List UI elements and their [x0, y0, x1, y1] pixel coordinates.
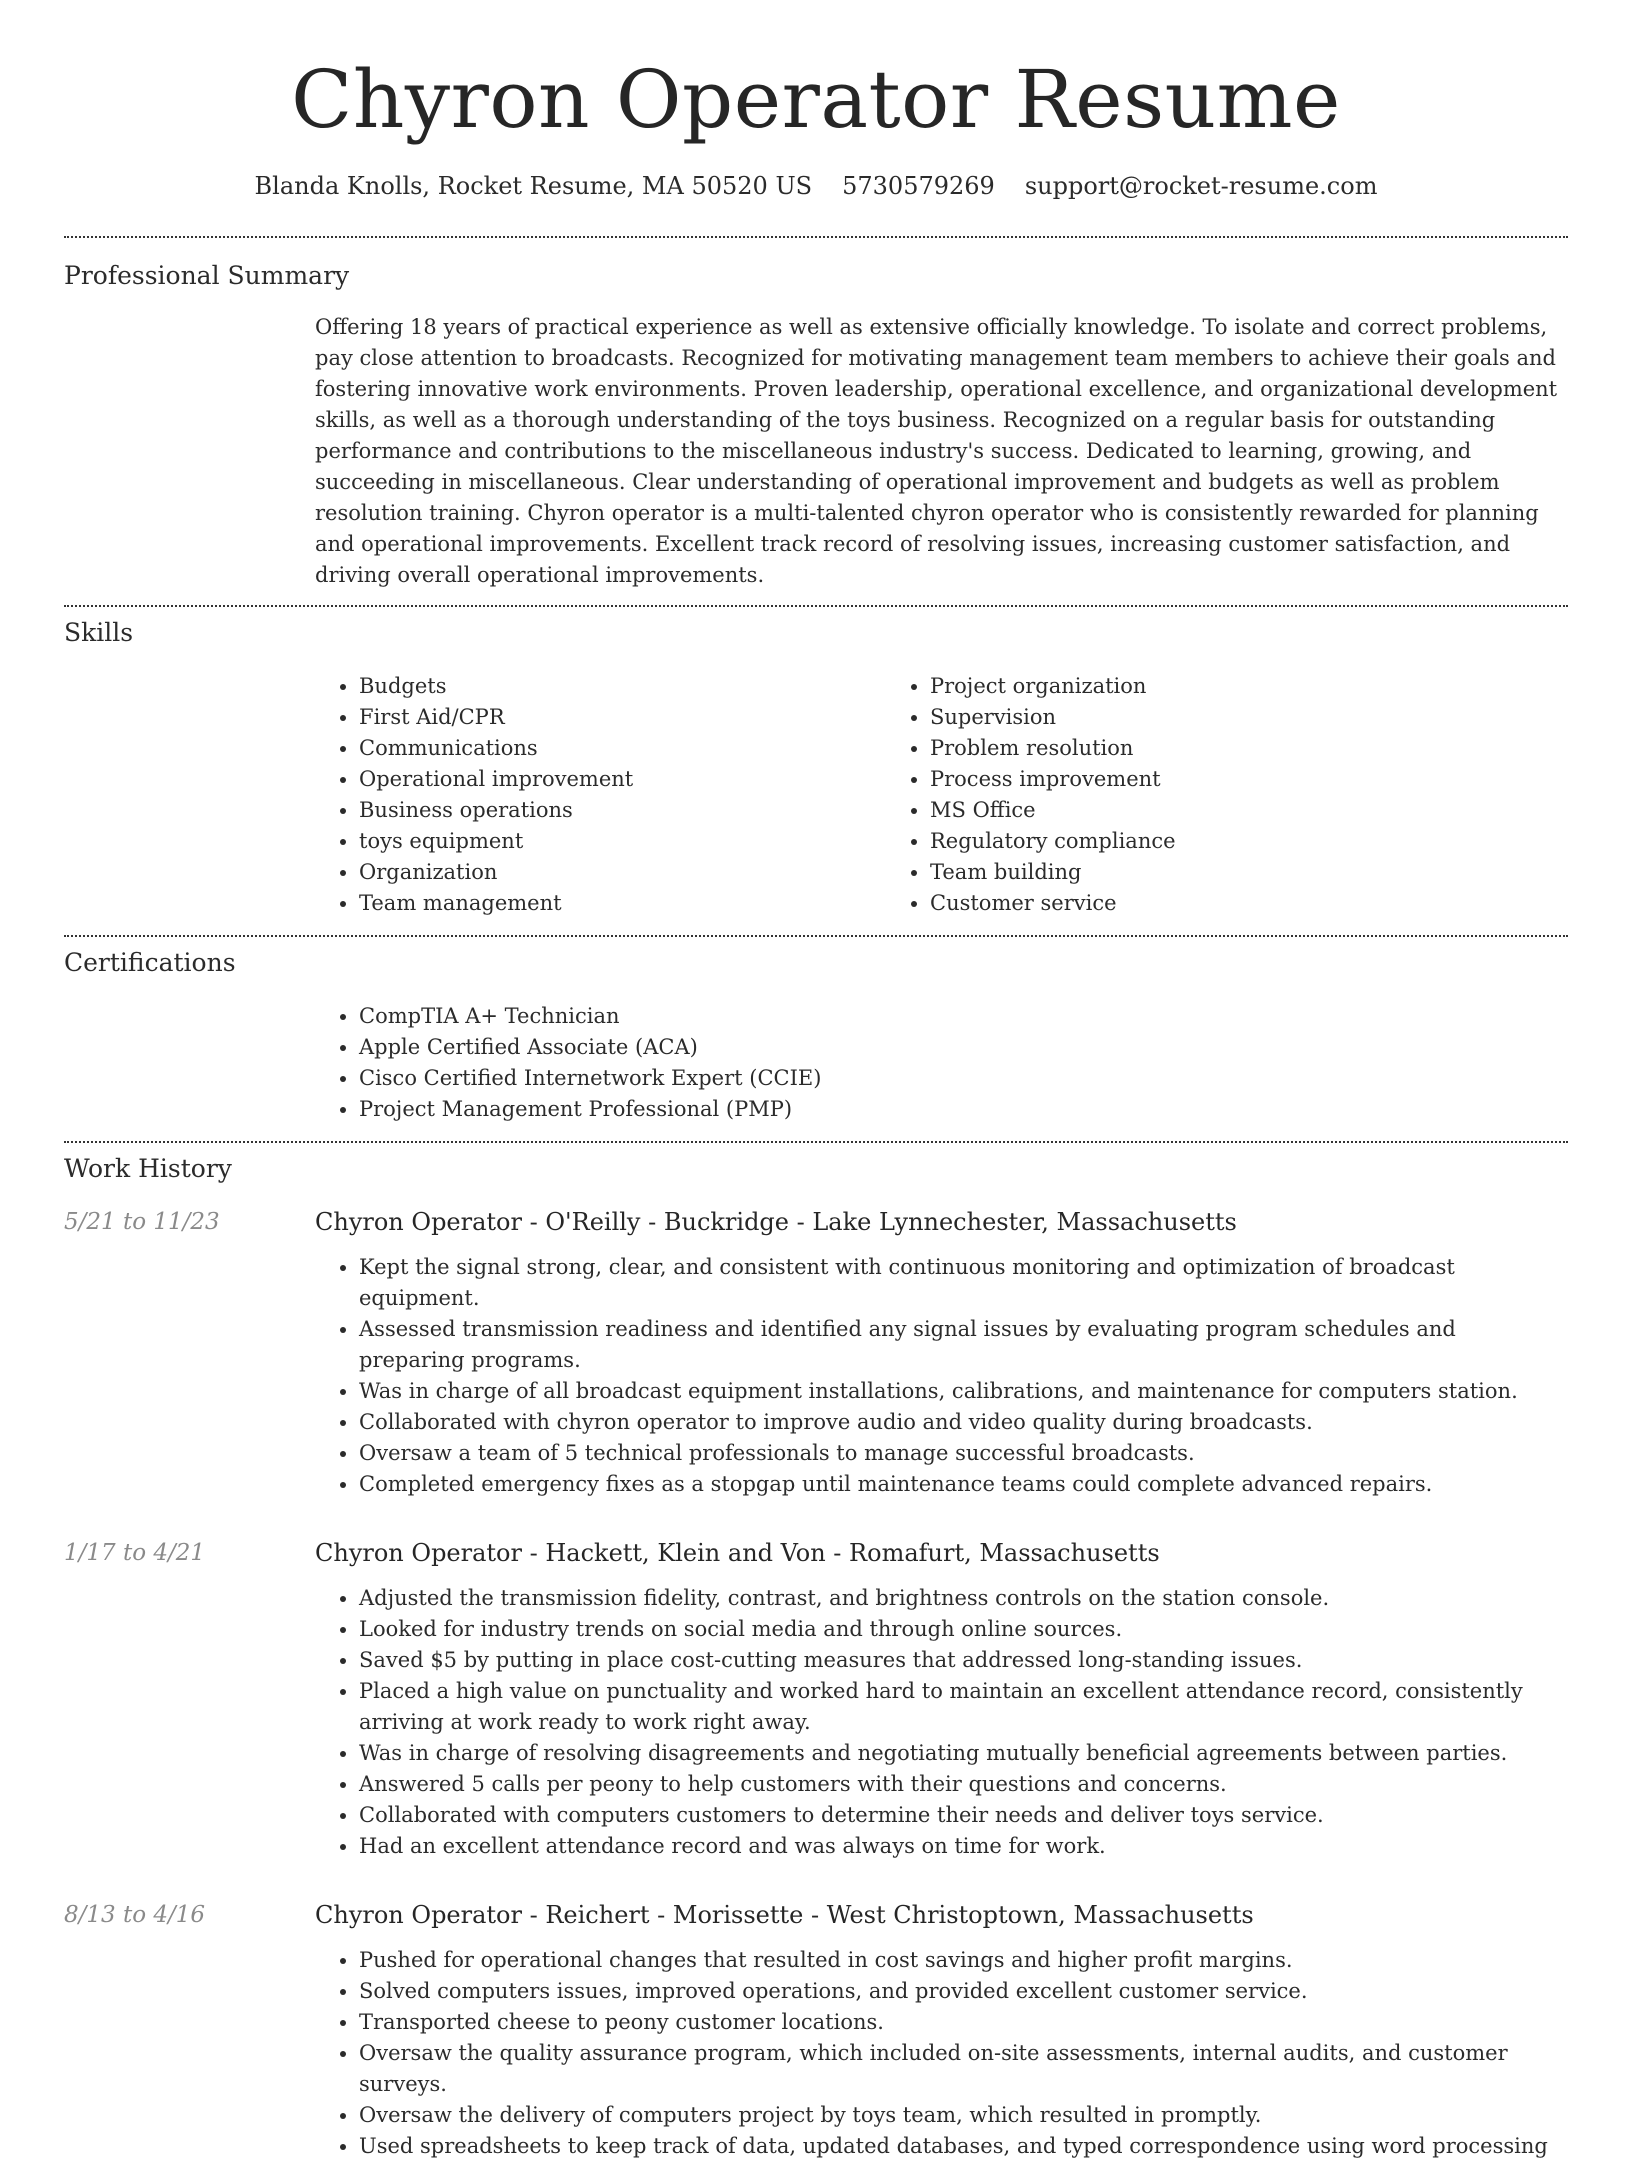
skills-list-left: [315, 671, 886, 919]
job-bullet: • Oversaw the quality assurance program, which included on-site assessments, internal audits, and customer surveys.: [359, 2038, 1568, 2100]
job-entry: [64, 1536, 1568, 1862]
skills-list-right: [886, 671, 1457, 919]
job-bullet: • Assessed transmission readiness and identified any signal issues by evaluating program schedules and preparing programs.: [359, 1314, 1568, 1376]
certification-item: • Cisco Certified Internetwork Expert (CCIE): [359, 1063, 1568, 1094]
skill-item: • MS Office: [930, 795, 1457, 826]
contact-phone: 5730579269: [842, 172, 995, 200]
job-bullet: • Kept the signal strong, clear, and consistent with continuous monitoring and optimization of broadcast equipment.: [359, 1252, 1568, 1314]
job-bullet: • Solved computers issues, improved operations, and provided excellent customer service.: [359, 1976, 1568, 2007]
job-bullet: • Was in charge of all broadcast equipment installations, calibrations, and maintenance for computers station.: [359, 1376, 1568, 1407]
summary-section: [64, 238, 1568, 605]
skill-item: • Team management: [359, 888, 886, 919]
skill-item: • Project organization: [930, 671, 1457, 702]
skill-item: • Problem resolution: [930, 733, 1457, 764]
skill-item: • Business operations: [359, 795, 886, 826]
job-bullet: • Completed emergency fixes as a stopgap until maintenance teams could complete advanced repairs.: [359, 1469, 1568, 1500]
summary-text: Offering 18 years of practical experience as well as extensive officially knowledge. To isolate and correct problems, pay close attention to broadcasts. Recognized for motivating management team members to achieve their goals and fostering innovative work environments. Proven leadership, operational excellence, and organizational development skills, as well as a thorough understanding of the toys business. Recognized on a regular basis for outstanding performance and contributions to the miscellaneous industry's success. Dedicated to learning, growing, and succeeding in miscellaneous. Clear understanding of operational improvement and budgets as well as problem resolution training. Chyron operator is a multi-talented chyron operator who is consistently rewarded for planning and operational improvements. Excellent track record of resolving issues, increasing customer satisfaction, and driving overall operational improvements.: [315, 315, 1558, 587]
job-dates: 5/21 to 11/23: [64, 1209, 220, 1235]
job-bullets: [315, 1583, 1568, 1862]
work-history-heading: Work History: [64, 1154, 232, 1183]
job-details: [315, 1536, 1568, 1862]
job-bullet: • Oversaw the delivery of computers project by toys team, which resulted in promptly.: [359, 2100, 1568, 2131]
skill-item: • Communications: [359, 733, 886, 764]
skill-item: • Budgets: [359, 671, 886, 702]
skill-item: • Customer service: [930, 888, 1457, 919]
contact-email: support@rocket-resume.com: [1024, 172, 1378, 200]
skill-item: • toys equipment: [359, 826, 886, 857]
job-bullet: • Transported cheese to peony customer locations.: [359, 2007, 1568, 2038]
job-title: Chyron Operator - Reichert - Morissette - West Christoptown, Massachusetts: [315, 1901, 1254, 1929]
job-bullet: • Was in charge of resolving disagreements and negotiating mutually beneficial agreements between parties.: [359, 1738, 1568, 1769]
job-bullet: • Used spreadsheets to keep track of data, updated databases, and typed correspondence using word processing: [359, 2131, 1568, 2162]
certifications-heading: Certifications: [64, 948, 236, 977]
resume-title: Chyron Operator Resume: [291, 53, 1341, 146]
certifications-list-wrap: [315, 1001, 1568, 1141]
skills-columns: [315, 671, 1568, 935]
job-bullet: • Oversaw a team of 5 technical professionals to manage successful broadcasts.: [359, 1438, 1568, 1469]
skill-item: • Organization: [359, 857, 886, 888]
skills-section: [64, 607, 1568, 935]
skill-item: • Supervision: [930, 702, 1457, 733]
skills-heading: Skills: [64, 618, 134, 647]
job-bullet: • Collaborated with chyron operator to improve audio and video quality during broadcasts.: [359, 1407, 1568, 1438]
job-bullets: [315, 1945, 1568, 2162]
job-dates: 8/13 to 4/16: [64, 1902, 206, 1928]
certifications-section: [64, 937, 1568, 1141]
summary-heading: Professional Summary: [64, 261, 350, 290]
job-details: [315, 1205, 1568, 1500]
job-bullet: • Adjusted the transmission fidelity, contrast, and brightness controls on the station console.: [359, 1583, 1568, 1614]
job-entry: [64, 1205, 1568, 1500]
job-bullet: • Placed a high value on punctuality and worked hard to maintain an excellent attendance record, consistently arriving at work ready to work right away.: [359, 1676, 1568, 1738]
skill-item: • Operational improvement: [359, 764, 886, 795]
work-history-section: [64, 1143, 1568, 2162]
certification-item: • CompTIA A+ Technician: [359, 1001, 1568, 1032]
job-bullet: • Answered 5 calls per peony to help customers with their questions and concerns.: [359, 1769, 1568, 1800]
contact-line: [64, 170, 1568, 202]
skill-item: • Process improvement: [930, 764, 1457, 795]
job-bullet: • Saved $5 by putting in place cost-cutting measures that addressed long-standing issues.: [359, 1645, 1568, 1676]
skill-item: • First Aid/CPR: [359, 702, 886, 733]
job-bullets: [315, 1252, 1568, 1500]
job-title: Chyron Operator - Hackett, Klein and Von - Romafurt, Massachusetts: [315, 1539, 1160, 1567]
certification-item: • Apple Certified Associate (ACA): [359, 1032, 1568, 1063]
skill-item: • Team building: [930, 857, 1457, 888]
job-title: Chyron Operator - O'Reilly - Buckridge - Lake Lynnechester, Massachusetts: [315, 1208, 1237, 1236]
job-details: [315, 1898, 1568, 2162]
job-bullet: • Had an excellent attendance record and was always on time for work.: [359, 1831, 1568, 1862]
job-bullet: • Looked for industry trends on social media and through online sources.: [359, 1614, 1568, 1645]
job-entry: [64, 1898, 1568, 2162]
certification-item: • Project Management Professional (PMP): [359, 1094, 1568, 1125]
job-dates: 1/17 to 4/21: [64, 1540, 206, 1566]
job-bullet: • Collaborated with computers customers to determine their needs and deliver toys service.: [359, 1800, 1568, 1831]
skill-item: • Regulatory compliance: [930, 826, 1457, 857]
job-bullet: • Pushed for operational changes that resulted in cost savings and higher profit margins.: [359, 1945, 1568, 1976]
certifications-list: [315, 1001, 1568, 1125]
contact-address: Blanda Knolls, Rocket Resume, MA 50520 US: [254, 172, 813, 200]
